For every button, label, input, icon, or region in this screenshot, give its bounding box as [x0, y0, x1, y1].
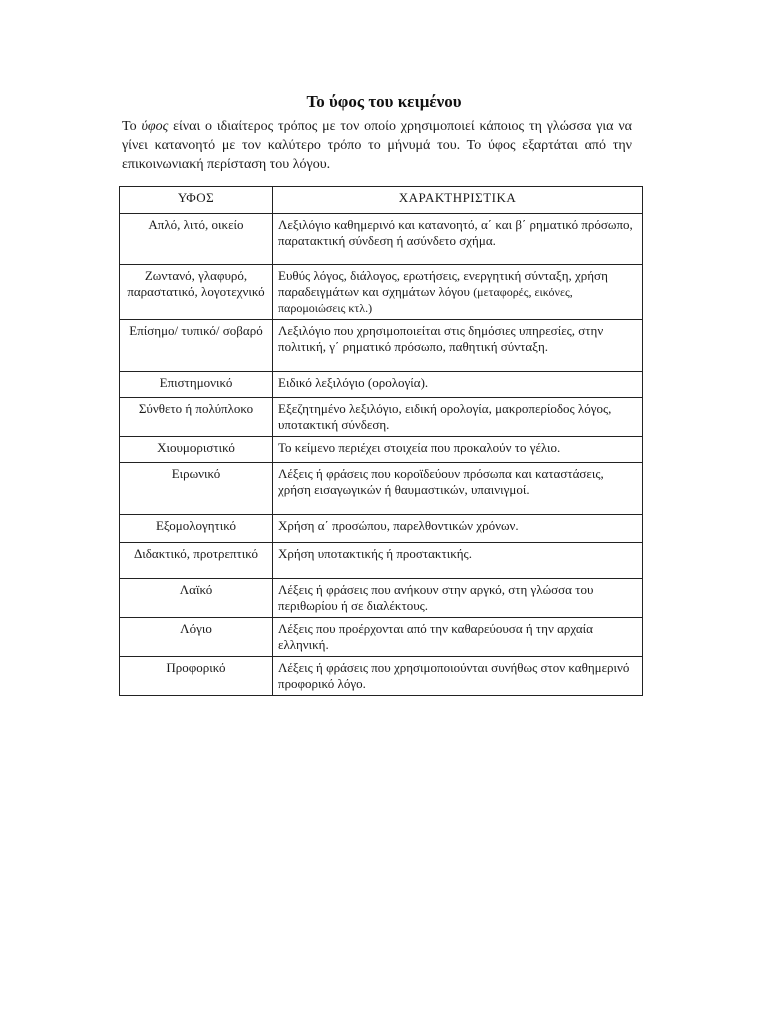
table-row [120, 515, 643, 543]
header-style: ΥΦΟΣ [120, 187, 273, 214]
style-name-cell: Προφορικό [120, 657, 273, 696]
table-row [120, 437, 643, 463]
style-description-cell: Λέξεις ή φράσεις που κοροϊδεύουν πρόσωπα και καταστάσεις, χρήση εισαγωγικών ή θαυμαστικών, υπαινιγμοί. [273, 463, 643, 515]
style-description-cell: Λέξεις ή φράσεις που χρησιμοποιούνται συνήθως στον καθημερινό προφορικό λόγο. [273, 657, 643, 696]
style-name-cell: Εξομολογητικό [120, 515, 273, 543]
style-name-cell: Επίσημο/ τυπικό/ σοβαρό [120, 320, 273, 372]
style-name-cell: Λόγιο [120, 618, 273, 657]
style-name-cell: Διδακτικό, προτρεπτικό [120, 543, 273, 579]
style-name-cell: Ζωντανό, γλαφυρό, παραστατικό, λογοτεχνικό [120, 265, 273, 320]
intro-emphasis: ύφος [141, 119, 169, 134]
intro-before: Το [122, 119, 142, 134]
style-description-cell: Λέξεις ή φράσεις που ανήκουν στην αργκό, στη γλώσσα του περιθωρίου ή σε διαλέκτους. [273, 579, 643, 618]
style-description-cell: Χρήση υποτακτικής ή προστακτικής. [273, 543, 643, 579]
style-description-cell: Λεξιλόγιο καθημερινό και κατανοητό, α΄ και β΄ ρηματικό πρόσωπο, παρατακτική σύνδεση ή ασύνδετο σχήμα. [273, 214, 643, 265]
table-row [120, 618, 643, 657]
style-name-cell: Επιστημονικό [120, 372, 273, 398]
description-text: Ευθύς λόγος, διάλογος, ερωτήσεις, ενεργητική σύνταξη, χρήση παραδειγμάτων και σχημάτων λόγου [278, 268, 608, 299]
table-row [120, 543, 643, 579]
description-note: (μεταφορές, εικόνες, παρομοιώσεις κτλ.) [278, 285, 573, 315]
table-header-row [120, 187, 643, 214]
style-description-cell: Το κείμενο περιέχει στοιχεία που προκαλούν το γέλιο. [273, 437, 643, 463]
style-name-cell: Ειρωνικό [120, 463, 273, 515]
header-characteristics: ΧΑΡΑΚΤΗΡΙΣΤΙΚΑ [273, 187, 643, 214]
style-name-cell: Λαϊκό [120, 579, 273, 618]
table-row [120, 372, 643, 398]
styles-table [119, 186, 643, 696]
page-title: Το ύφος του κειμένου [306, 92, 462, 111]
style-description-cell [273, 265, 643, 320]
style-name-cell: Χιουμοριστικό [120, 437, 273, 463]
style-description-cell: Λέξεις που προέρχονται από την καθαρεύουσα ή την αρχαία ελληνική. [273, 618, 643, 657]
table-row [120, 579, 643, 618]
style-description-cell: Χρήση α΄ προσώπου, παρελθοντικών χρόνων. [273, 515, 643, 543]
table-row [120, 398, 643, 437]
style-description-cell: Λεξιλόγιο που χρησιμοποιείται στις δημόσιες υπηρεσίες, στην πολιτική, γ΄ ρηματικό πρόσωπο, παθητική σύνταξη. [273, 320, 643, 372]
style-name-cell: Σύνθετο ή πολύπλοκο [120, 398, 273, 437]
style-description-cell: Ειδικό λεξιλόγιο (ορολογία). [273, 372, 643, 398]
table-row [120, 320, 643, 372]
intro-after: είναι ο ιδιαίτερος τρόπος με τον οποίο χρησιμοποιεί κάποιος τη γλώσσα για να γίνει κατανοητό με τον καλύτερο τρόπο το μήνυμά του. Το ύφος εξαρτάται από την επικοινωνιακή περίσταση του λόγου. [122, 119, 632, 172]
table-row [120, 657, 643, 696]
style-description-cell: Εξεζητημένο λεξιλόγιο, ειδική ορολογία, μακροπερίοδος λόγος, υποτακτική σύνδεση. [273, 398, 643, 437]
style-name-cell: Απλό, λιτό, οικείο [120, 214, 273, 265]
table-row [120, 265, 643, 320]
table-row [120, 214, 643, 265]
intro-paragraph [122, 117, 632, 174]
table-row [120, 463, 643, 515]
